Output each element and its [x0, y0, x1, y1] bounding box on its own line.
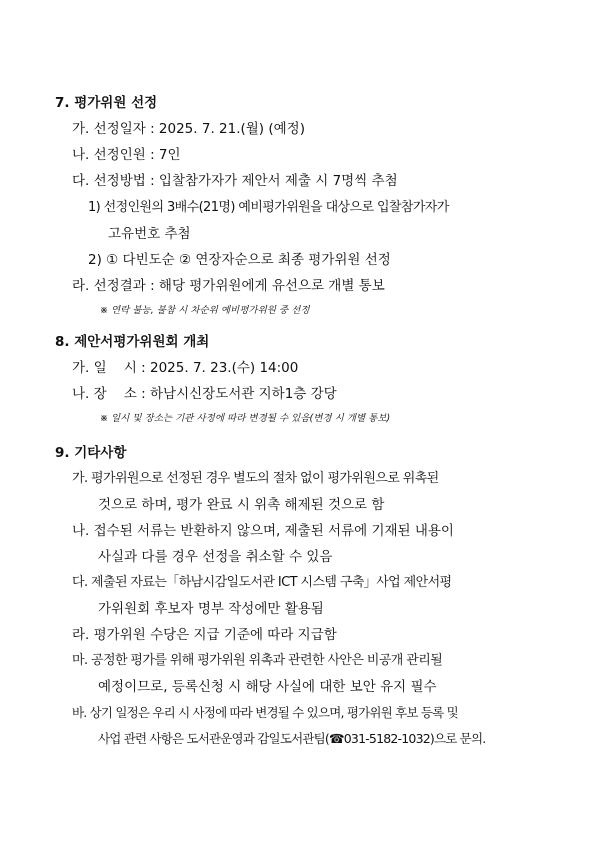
section-9-item-e-line2: 예정이므로, 등록신청 시 해당 사실에 대한 보안 유지 필수 [98, 679, 437, 695]
section-7-heading: 7. 평가위원 선정 [55, 95, 158, 111]
section-7-item-b: 나. 선정인원 : 7인 [72, 147, 181, 163]
section-9-item-c-line1: 다. 제출된 자료는「하남시감일도서관 ICT 시스템 구축」사업 제안서평 [72, 575, 452, 590]
section-8-heading: 8. 제안서평가위원회 개최 [55, 334, 210, 350]
section-7-item-a: 가. 선정일자 : 2025. 7. 21.(월) (예정) [72, 121, 305, 137]
section-9-item-c-line2: 가위원회 후보자 명부 작성에만 활용됨 [98, 601, 324, 617]
section-9-item-a-line1: 가. 평가위원으로 선정된 경우 별도의 절차 없이 평가위원으로 위촉된 [72, 471, 439, 486]
section-9-item-d: 라. 평가위원 수당은 지급 기준에 따라 지급함 [72, 627, 337, 643]
section-8-item-b: 나. 장 소 : 하남시신장도서관 지하1층 강당 [72, 386, 337, 402]
section-8-item-a: 가. 일 시 : 2025. 7. 23.(수) 14:00 [72, 360, 299, 376]
section-9-item-f-line1: 바. 상기 일정은 우리 시 사정에 따라 변경될 수 있으며, 평가위원 후보 등록 및 [72, 705, 458, 720]
section-9-item-e-line1: 마. 공정한 평가를 위해 평가위원 위촉과 관련한 사안은 비공개 관리될 [72, 653, 443, 668]
section-9-item-b-line1: 나. 접수된 서류는 반환하지 않으며, 제출된 서류에 기재된 내용이 [72, 523, 454, 539]
section-9-item-b-line2: 사실과 다를 경우 선정을 취소할 수 있음 [98, 549, 333, 565]
section-7-note: ※ 연락 불능, 불참 시 차순위 예비평가위원 중 선정 [100, 305, 310, 316]
section-7-item-c: 다. 선정방법 : 입찰참가자가 제안서 제출 시 7명씩 추첨 [72, 173, 398, 189]
section-7-item-c2: 2) ① 다빈도순 ② 연장자순으로 최종 평가위원 선정 [88, 252, 391, 268]
section-8-note: ※ 일시 및 장소는 기관 사정에 따라 변경될 수 있음(변경 시 개별 통보) [100, 413, 391, 424]
section-7-item-c1-line1: 1) 선정인원의 3배수(21명) 예비평가위원을 대상으로 입찰참가자가 [88, 200, 449, 215]
section-7-item-c1-line2: 고유번호 추첨 [108, 226, 191, 242]
section-7-item-d: 라. 선정결과 : 해당 평가위원에게 유선으로 개별 통보 [72, 278, 385, 294]
section-9-heading: 9. 기타사항 [55, 445, 127, 461]
section-9-item-f-line2: 사업 관련 사항은 도서관운영과 감일도서관팀(☎031-5182-1032)으로 문의. [98, 731, 486, 746]
section-9-item-a-line2: 것으로 하며, 평가 완료 시 위촉 해제된 것으로 함 [98, 497, 385, 513]
